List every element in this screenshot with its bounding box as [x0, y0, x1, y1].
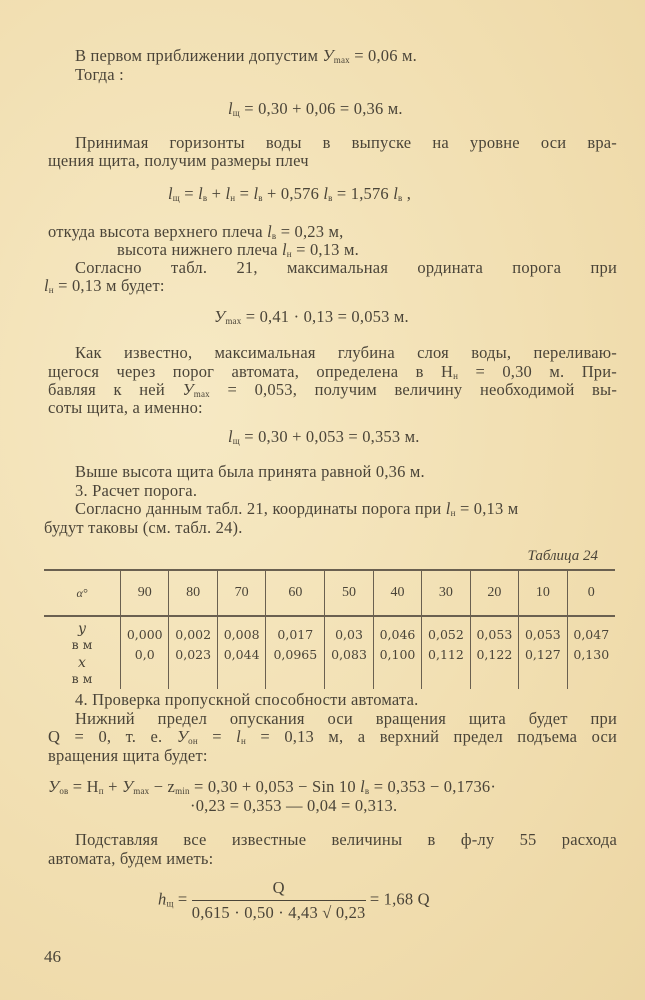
text-line: Выше высота щита была принята равной 0,36 м. — [75, 462, 425, 481]
table-row — [44, 616, 615, 689]
text: = 0,13 м, а верхний предел подъема оси — [260, 727, 618, 746]
header-cell: 60 — [266, 570, 325, 616]
subscript: щ — [232, 108, 240, 118]
formula-1 — [228, 99, 403, 119]
page-number: 46 — [44, 947, 61, 966]
table-header-row — [44, 570, 615, 616]
text: Согласно данным табл. 21, координаты порога при — [75, 499, 442, 518]
text-line: $l_н = 0,13$ м будет: — [44, 276, 165, 295]
table-cell: 0,052 0,112 — [422, 616, 470, 689]
symbol: У — [322, 46, 334, 65]
formula-2: $l_щ = l_в + l_н = l_в + 0,576$ $l_в = 1,576$ $l_в$ , — [168, 184, 412, 203]
text-line: Q = 0, т. е. $У_{он} = l_н = 0,13$ м, а верхний предел подъема оси — [48, 727, 618, 746]
header-cell: 10 — [519, 570, 567, 616]
numerator: Q — [192, 878, 366, 901]
text-line: Как известно, максимальная глубина слоя воды, переливаю- — [75, 343, 617, 362]
unit-label: в м — [71, 671, 93, 686]
denominator: 0,615 · 0,50 · 4,43 √ 0,23 — [191, 903, 366, 922]
formula-5-line-2: ·0,23 = 0,353 — 0,04 = 0,313. — [190, 796, 398, 815]
formula-4: $l_щ = 0,30 + 0,053 = 0,353$ м. — [228, 427, 420, 446]
text-line: Нижний предел опускания оси вращения щита будет при — [75, 709, 617, 728]
header-alpha: α° — [76, 585, 88, 600]
text-line: вращения щита будет: — [48, 746, 208, 765]
text-line — [75, 46, 417, 66]
table-cell: 0,008 0,044 — [217, 616, 265, 689]
header-cell: 80 — [169, 570, 217, 616]
text-line: соты щита, а именно: — [48, 398, 203, 417]
text-line: щения щита, получим размеры плеч — [48, 151, 309, 170]
text-line: Принимая горизонты воды в выпуске на уровне оси вра- — [75, 133, 617, 152]
table-cell: 0,017 0,0965 — [266, 616, 325, 689]
table-cell: 0,053 0,127 — [519, 616, 567, 689]
text: откуда высота верхнего плеча — [48, 222, 263, 241]
table-cell: 0,002 0,023 — [169, 616, 217, 689]
table-cell: 0,047 0,130 — [567, 616, 615, 689]
section-heading: 4. Проверка пропускной способности автомата. — [75, 690, 419, 709]
text: = 0,053, получим величину необходимой вы- — [227, 380, 618, 399]
text-line: автомата, будем иметь: — [48, 849, 214, 868]
formula-5-line-1: $У_{ов} = H_п + У_{max} - z_{min} = 0,30 + 0,053$ − Sin 10 $l_в = 0,353 - 0,1736\cdot$ — [48, 777, 497, 796]
text-line: Тогда : — [75, 65, 124, 84]
table-cell: 0,053 0,122 — [470, 616, 518, 689]
text: = 0,13 м — [459, 499, 519, 518]
text: = 0,13 м будет: — [58, 276, 165, 295]
text: В первом приближении допустим — [75, 46, 319, 65]
table-cell: 0,046 0,100 — [373, 616, 421, 689]
text-line: Подставляя все известные величины в ф-лу 55 расхода — [75, 830, 617, 849]
text: = 0,30 + 0,053 = 0,353 м. — [244, 427, 420, 446]
subscript: max — [333, 55, 350, 65]
text: = 0,13 м. — [296, 240, 359, 259]
header-cell: 50 — [325, 570, 373, 616]
table-caption: Таблица 24 — [527, 548, 598, 564]
fraction — [192, 878, 366, 923]
header-cell: 0 — [567, 570, 615, 616]
section-heading: 3. Расчет порога. — [75, 481, 198, 500]
text: = 0,41 · 0,13 = 0,053 м. — [245, 307, 409, 326]
formula-3: $У_{max} = 0,41 \cdot 0,13 = 0,053$ м. — [214, 307, 409, 326]
text-line: Согласно данным табл. 21, координаты порога при $l_н = 0,13$ м — [75, 499, 519, 518]
header-cell: 70 — [217, 570, 265, 616]
text-line: будут таковы (см. табл. 24). — [44, 518, 243, 537]
unit-label: в м — [71, 637, 93, 652]
text: Q = 0, т. е. — [48, 727, 163, 746]
text: = 0,30 + 0,06 = 0,36 м. — [244, 99, 403, 118]
text: = 0,06 м. — [354, 46, 417, 65]
x-label: x — [78, 655, 86, 671]
symbol: l — [228, 99, 233, 118]
text: = 0,23 м, — [280, 222, 344, 241]
header-cell: 40 — [373, 570, 421, 616]
text: = 0,30 м. При- — [475, 362, 617, 381]
table-cell: 0,000 0,0 — [121, 616, 169, 689]
text-line: высота нижнего плеча $l_н = 0,13$ м. — [117, 240, 359, 259]
header-cell: 30 — [422, 570, 470, 616]
header-cell: 20 — [470, 570, 518, 616]
row-labels — [44, 616, 121, 689]
table-cell: 0,03 0,083 — [325, 616, 373, 689]
y-label: y — [78, 621, 86, 637]
table-24 — [44, 569, 615, 689]
text-line: откуда высота верхнего плеча $l_в = 0,23$ м, — [48, 222, 344, 241]
text-line: щегося через порог автомата, определена в $H_н = 0,30$ м. При- — [48, 362, 617, 381]
text-line: Согласно табл. 21, максимальная ордината порога при — [75, 258, 617, 277]
text: щегося через порог автомата, определена в H — [48, 362, 454, 381]
text-line: бавляя к ней $У_{max} = 0,053$, получим величину необходимой вы- — [48, 380, 618, 399]
text: = 1,68 Q — [369, 889, 430, 909]
text: бавляя к ней — [48, 380, 165, 399]
header-cell: 90 — [121, 570, 169, 616]
text: высота нижнего плеча — [117, 240, 278, 259]
formula-6: $h_щ$ = $\frac{Q}{0,615 \cdot 0,50 \cdot 4,43 √ 0,23}$ = 1,68 Q — [158, 878, 430, 922]
